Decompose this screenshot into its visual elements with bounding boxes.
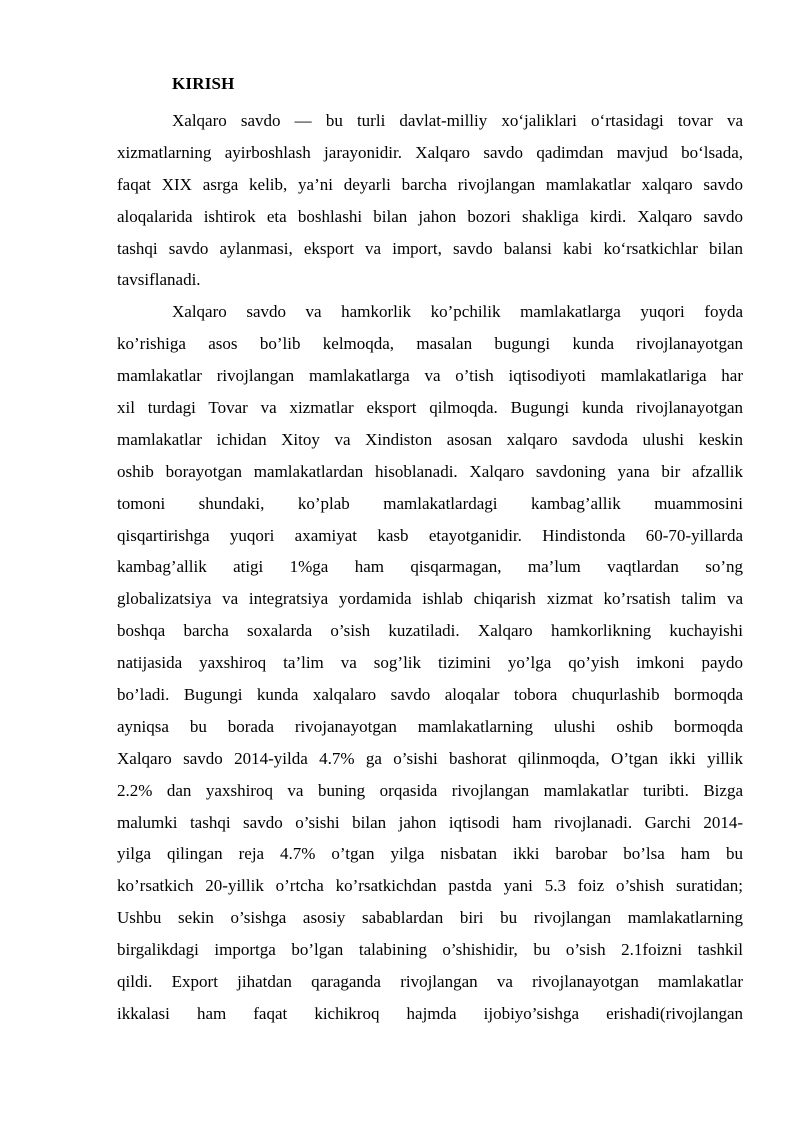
text-line: mamlakatlar ichidan Xitoy va Xindiston asosan xalqaro savdoda ulushi keskin <box>117 429 743 449</box>
text-line: yilga qilingan reja 4.7% o’tgan yilga nisbatan ikki barobar bo’lsa ham bu <box>117 844 743 864</box>
text-line: malumki tashqi savdo o’sishi bilan jahon iqtisodi ham rivojlanadi. Garchi 2014- <box>117 812 743 832</box>
text-line: tomoni shundaki, ko’plab mamlakatlardagi kambag’allik muammosini <box>117 493 743 513</box>
text-line: ko’rishiga asos bo’lib kelmoqda, masalan bugungi kunda rivojlanayotgan <box>117 334 743 354</box>
text-line: 2.2% dan yaxshiroq va buning orqasida rivojlangan mamlakatlar turibti. Bizga <box>117 780 743 800</box>
text-line: tashqi savdo aylanmasi, eksport va import, savdo balansi kabi ko‘rsatkichlar bilan <box>117 238 743 258</box>
text-line: mamlakatlar rivojlangan mamlakatlarga va o’tish iqtisodiyoti mamlakatlariga har <box>117 366 743 386</box>
text-line: xil turdagi Tovar va xizmatlar eksport qilmoqda. Bugungi kunda rivojlanayotgan <box>117 398 743 418</box>
text-line: aloqalarida ishtirok eta boshlashi bilan jahon bozori shakliga kirdi. Xalqaro savdo <box>117 206 743 226</box>
text-line: faqat XIX asrga kelib, ya’ni deyarli barcha rivojlangan mamlakatlar xalqaro savdo <box>117 174 743 194</box>
text-line: Xalqaro savdo va hamkorlik ko’pchilik mamlakatlarga yuqori foyda <box>172 302 743 322</box>
body-text <box>117 105 743 1030</box>
text-line: bo’ladi. Bugungi kunda xalqalaro savdo aloqalar tobora chuqurlashib bormoqda <box>117 685 743 705</box>
text-line: natijasida yaxshiroq ta’lim va sog’lik tizimini yo’lga qo’yish imkoni paydo <box>117 653 743 673</box>
text-line: Xalqaro savdo — bu turli davlat-milliy xo‘jaliklari o‘rtasidagi tovar va <box>172 111 743 130</box>
text-line: kambag’allik atigi 1%ga ham qisqarmagan, ma’lum vaqtlardan so’ng <box>117 557 743 577</box>
text-line: qildi. Export jihatdan qaraganda rivojlangan va rivojlanayotgan mamlakatlar <box>117 972 743 992</box>
text-line: tavsiflanadi. <box>117 270 201 290</box>
text-line: boshqa barcha soxalarda o’sish kuzatiladi. Xalqaro hamkorlikning kuchayishi <box>117 621 743 641</box>
text-line: oshib borayotgan mamlakatlardan hisoblanadi. Xalqaro savdoning yana bir afzallik <box>117 461 743 481</box>
text-line: globalizatsiya va integratsiya yordamida ishlab chiqarish xizmat ko’rsatish talim va <box>117 589 743 609</box>
section-heading: KIRISH <box>172 74 235 93</box>
text-line: ikkalasi ham faqat kichikroq hajmda ijobiyo’sishga erishadi(rivojlangan <box>117 1003 743 1023</box>
text-line: ayniqsa bu borada rivojanayotgan mamlakatlarning ulushi oshib bormoqda <box>117 716 743 736</box>
text-line: birgalikdagi importga bo’lgan talabining o’shishidir, bu o’sish 2.1foizni tashkil <box>117 940 743 960</box>
text-line: ko’rsatkich 20-yillik o’rtcha ko’rsatkichdan pastda yani 5.3 foiz o’shish suratidan; <box>117 876 743 896</box>
text-line: xizmatlarning ayirboshlash jarayonidir. Xalqaro savdo qadimdan mavjud bo‘lsada, <box>117 142 743 162</box>
text-line: qisqartirishga yuqori axamiyat kasb etayotganidir. Hindistonda 60-70-yillarda <box>117 525 743 545</box>
text-line: Xalqaro savdo 2014-yilda 4.7% ga o’sishi bashorat qilinmoqda, O’tgan ikki yillik <box>117 748 743 768</box>
text-line: Ushbu sekin o’sishga asosiy sabablardan biri bu rivojlangan mamlakatlarning <box>117 908 743 928</box>
